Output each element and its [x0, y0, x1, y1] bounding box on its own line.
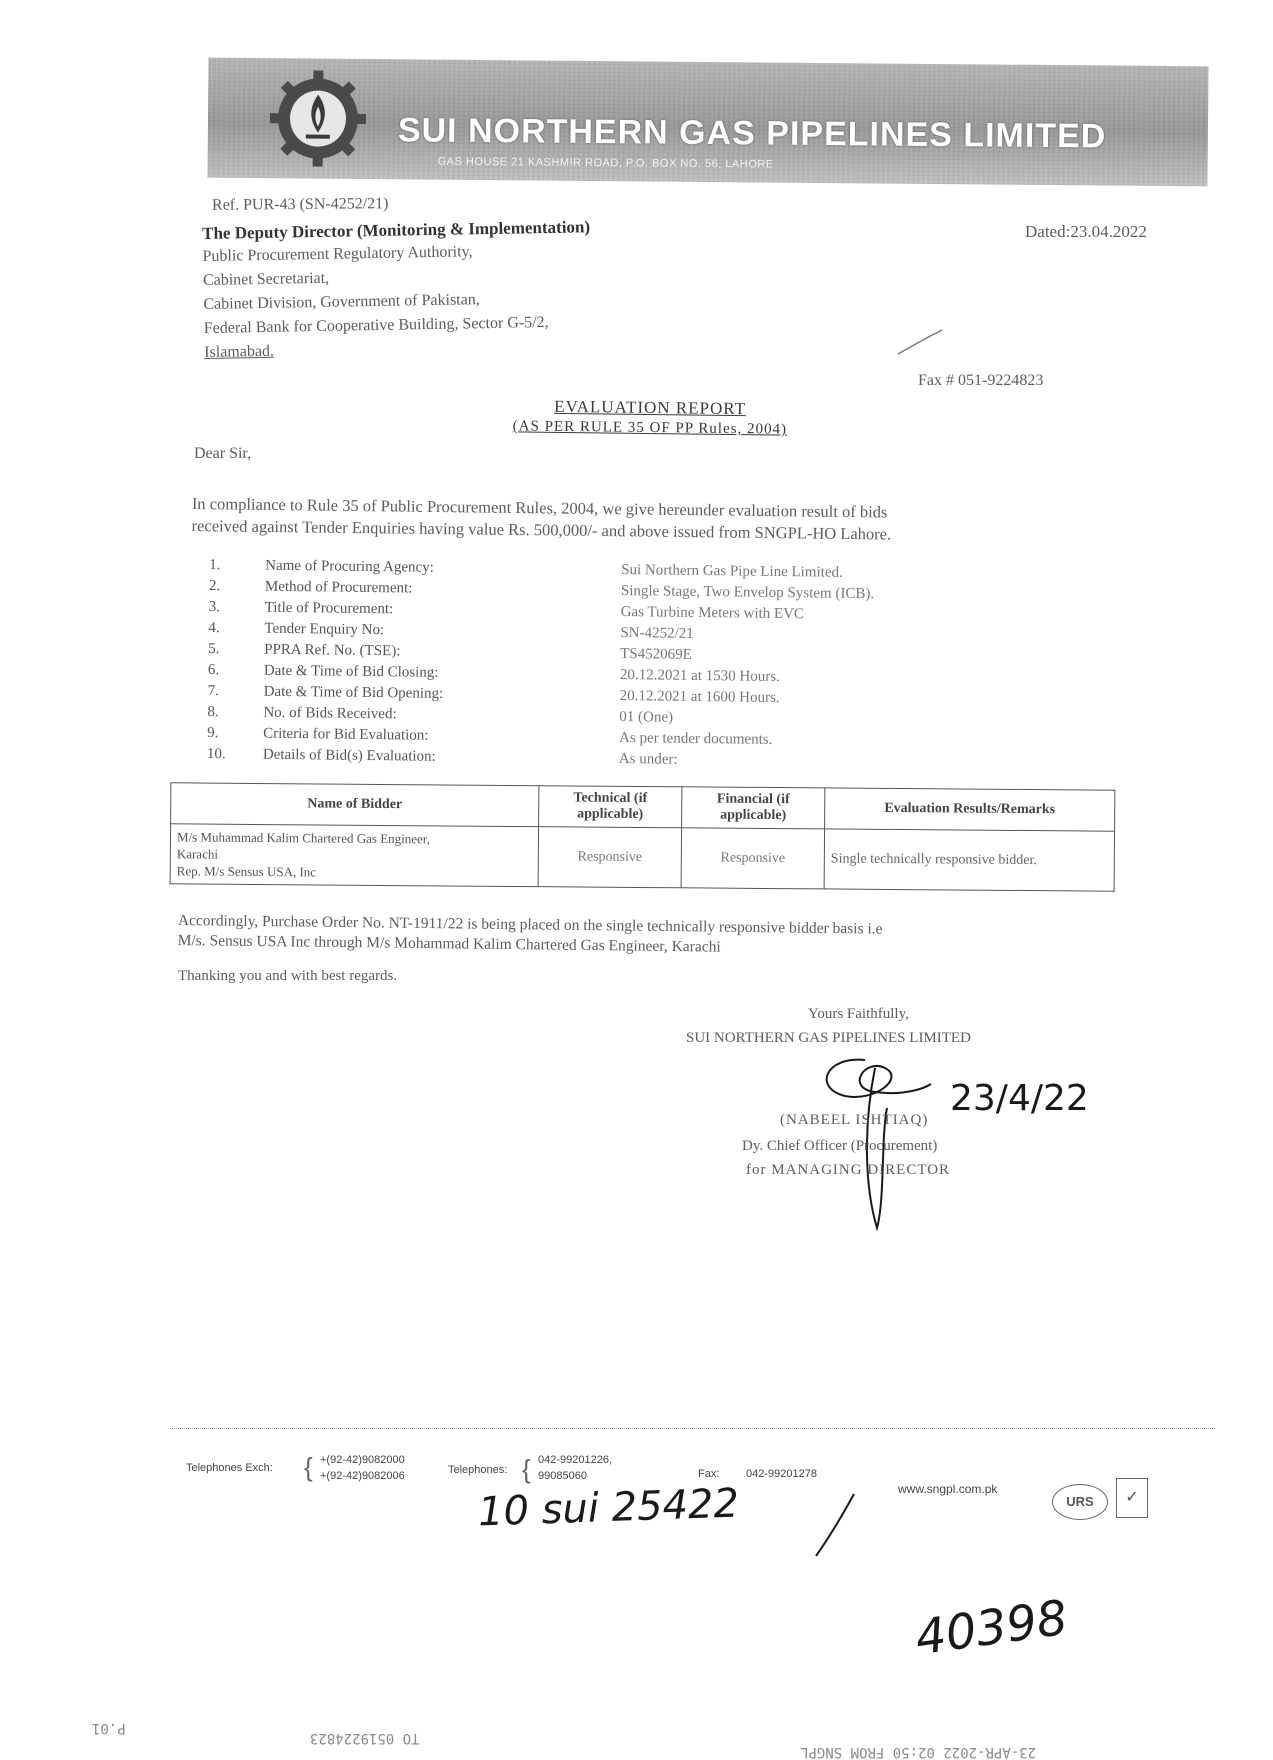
- item-number: 8.: [207, 704, 237, 721]
- item-label: Date & Time of Bid Opening:: [264, 684, 444, 703]
- signoff-company: SUI NORTHERN GAS PIPELINES LIMITED: [686, 1030, 971, 1047]
- addressee-line: Cabinet Secretariat,: [203, 265, 591, 290]
- pen-mark-icon: [896, 328, 946, 358]
- intro-line: In compliance to Rule 35 of Public Procurement Rules, 2004, we give hereunder evaluation result of bids: [192, 494, 892, 523]
- item-value: Single Stage, Two Envelop System (ICB).: [621, 583, 874, 603]
- bidder-line: Rep. M/s Sensus USA, Inc: [177, 862, 532, 882]
- item-number: 2.: [209, 578, 239, 595]
- fax-label: Fax:: [698, 1468, 719, 1480]
- tel-exch-number: +(92-42)9082006: [320, 1470, 405, 1482]
- thanks-line: Thanking you and with best regards.: [178, 968, 397, 985]
- telephone-number: 99085060: [538, 1470, 587, 1482]
- fax-header-timestamp: 23-APR-2022 02:50 FROM SNGPL: [800, 1744, 1036, 1760]
- telephones-label: Telephones:: [448, 1464, 507, 1476]
- fax-number: Fax # 051-9224823: [918, 372, 1043, 390]
- handwritten-slash-icon: [810, 1490, 860, 1560]
- letter-date: Dated:23.04.2022: [1025, 222, 1147, 242]
- reference-number: Ref. PUR-43 (SN-4252/21): [212, 195, 389, 215]
- conclusion-line: M/s. Sensus USA Inc through M/s Mohammad Kalim Chartered Gas Engineer, Karachi: [178, 932, 883, 959]
- addressee-line: Public Procurement Regulatory Authority,: [202, 241, 590, 266]
- for-managing-director: for MANAGING DIRECTOR: [746, 1162, 950, 1179]
- item-label: Method of Procurement:: [265, 579, 413, 598]
- item-value: 20.12.2021 at 1600 Hours.: [620, 688, 780, 707]
- salutation: Dear Sir,: [194, 445, 251, 463]
- item-number: 1.: [209, 557, 239, 574]
- bidder-cell: [170, 824, 538, 887]
- footer-fax-number: 042-99201278: [746, 1468, 817, 1480]
- column-header: Evaluation Results/Remarks: [825, 788, 1115, 831]
- brace-glyph: {: [304, 1452, 313, 1483]
- item-value: As per tender documents.: [619, 730, 772, 749]
- item-label: Tender Enquiry No:: [264, 621, 384, 639]
- item-number: 4.: [208, 620, 238, 637]
- closing-line: Yours Faithfully,: [808, 1006, 909, 1023]
- company-name: SUI NORTHERN GAS PIPELINES LIMITED: [398, 111, 1107, 156]
- item-value: SN-4252/21: [620, 625, 694, 643]
- company-address: GAS HOUSE 21 KASHMIR ROAD, P.O. BOX NO. 56, LAHORE: [438, 156, 774, 171]
- procurement-details-list: [207, 557, 210, 767]
- column-header: Technical (if applicable): [539, 786, 682, 828]
- tel-exch-number: +(92-42)9082000: [320, 1454, 405, 1466]
- bid-evaluation-table: [170, 782, 1116, 891]
- handwritten-signature-date: 23/4/22: [950, 1078, 1089, 1119]
- item-label: Title of Procurement:: [265, 600, 394, 619]
- item-number: 10.: [207, 746, 237, 763]
- addressee-line: Federal Bank for Cooperative Building, Sector G-5/2,: [204, 313, 592, 338]
- financial-cell: Responsive: [681, 828, 824, 889]
- item-number: 9.: [207, 725, 237, 742]
- item-number: 5.: [208, 641, 238, 658]
- brace-glyph: {: [522, 1454, 531, 1485]
- item-label: Details of Bid(s) Evaluation:: [263, 747, 436, 766]
- addressee-title: The Deputy Director (Monitoring & Implementation): [202, 217, 590, 244]
- addressee-line: Islamabad.: [204, 337, 592, 362]
- footer-divider: [170, 1428, 1215, 1429]
- sngpl-gear-flame-logo-icon: [268, 68, 369, 169]
- signatory-designation: Dy. Chief Officer (Procurement): [742, 1138, 937, 1155]
- item-label: Criteria for Bid Evaluation:: [263, 726, 429, 745]
- fax-page-number: P.01: [92, 1720, 126, 1736]
- conclusion-paragraph: [178, 912, 883, 959]
- item-value: TS452069E: [620, 646, 692, 664]
- bidder-line: Karachi: [177, 845, 532, 865]
- item-number: 3.: [209, 599, 239, 616]
- item-value: 01 (One): [619, 709, 673, 727]
- telephone-number: 042-99201226,: [538, 1454, 612, 1466]
- addressee-line: Cabinet Division, Government of Pakistan,: [203, 289, 591, 314]
- item-number: 7.: [208, 683, 238, 700]
- item-number: 6.: [208, 662, 238, 679]
- intro-line: received against Tender Enquiries having value Rs. 500,000/- and above issued from SNGPL-HO Lahore.: [191, 516, 891, 545]
- signatory-name: (NABEEL ISHTIAQ): [780, 1112, 928, 1129]
- remarks-cell: Single technically responsive bidder.: [824, 829, 1114, 891]
- technical-cell: Responsive: [538, 827, 681, 888]
- conclusion-line: Accordingly, Purchase Order No. NT-1911/22 is being placed on the single technically responsive bidder basis i.e: [178, 912, 883, 939]
- addressee-block: [202, 217, 592, 362]
- item-value: Sui Northern Gas Pipe Line Limited.: [621, 562, 843, 582]
- handwritten-number: 40398: [912, 1590, 1071, 1667]
- item-label: PPRA Ref. No. (TSE):: [264, 642, 400, 661]
- column-header: Name of Bidder: [171, 783, 539, 827]
- certification-badge-icon: URS: [1052, 1484, 1108, 1520]
- tel-exch-label: Telephones Exch:: [186, 1462, 273, 1474]
- item-value: 20.12.2021 at 1530 Hours.: [620, 667, 780, 686]
- bidder-line: M/s Muhammad Kalim Chartered Gas Engineer,: [177, 828, 532, 848]
- report-subtitle: (AS PER RULE 35 OF PP Rules, 2004): [440, 417, 860, 439]
- table-row: [170, 824, 1114, 891]
- quality-mark-icon: ✓: [1116, 1478, 1148, 1518]
- report-title-block: [440, 395, 860, 439]
- item-value: Gas Turbine Meters with EVC: [621, 604, 805, 623]
- fax-to-number: TO 0519224823: [310, 1730, 420, 1746]
- intro-paragraph: [191, 494, 891, 545]
- handwritten-note: 10 sui 25422: [477, 1480, 739, 1535]
- website: www.sngpl.com.pk: [898, 1482, 997, 1496]
- item-label: Date & Time of Bid Closing:: [264, 663, 439, 682]
- letterhead-banner: [207, 58, 1208, 187]
- item-label: No. of Bids Received:: [263, 705, 397, 724]
- item-value: As under:: [619, 751, 678, 769]
- report-title: EVALUATION REPORT: [440, 395, 860, 420]
- column-header: Financial (if applicable): [682, 787, 825, 829]
- item-label: Name of Procuring Agency:: [265, 558, 434, 577]
